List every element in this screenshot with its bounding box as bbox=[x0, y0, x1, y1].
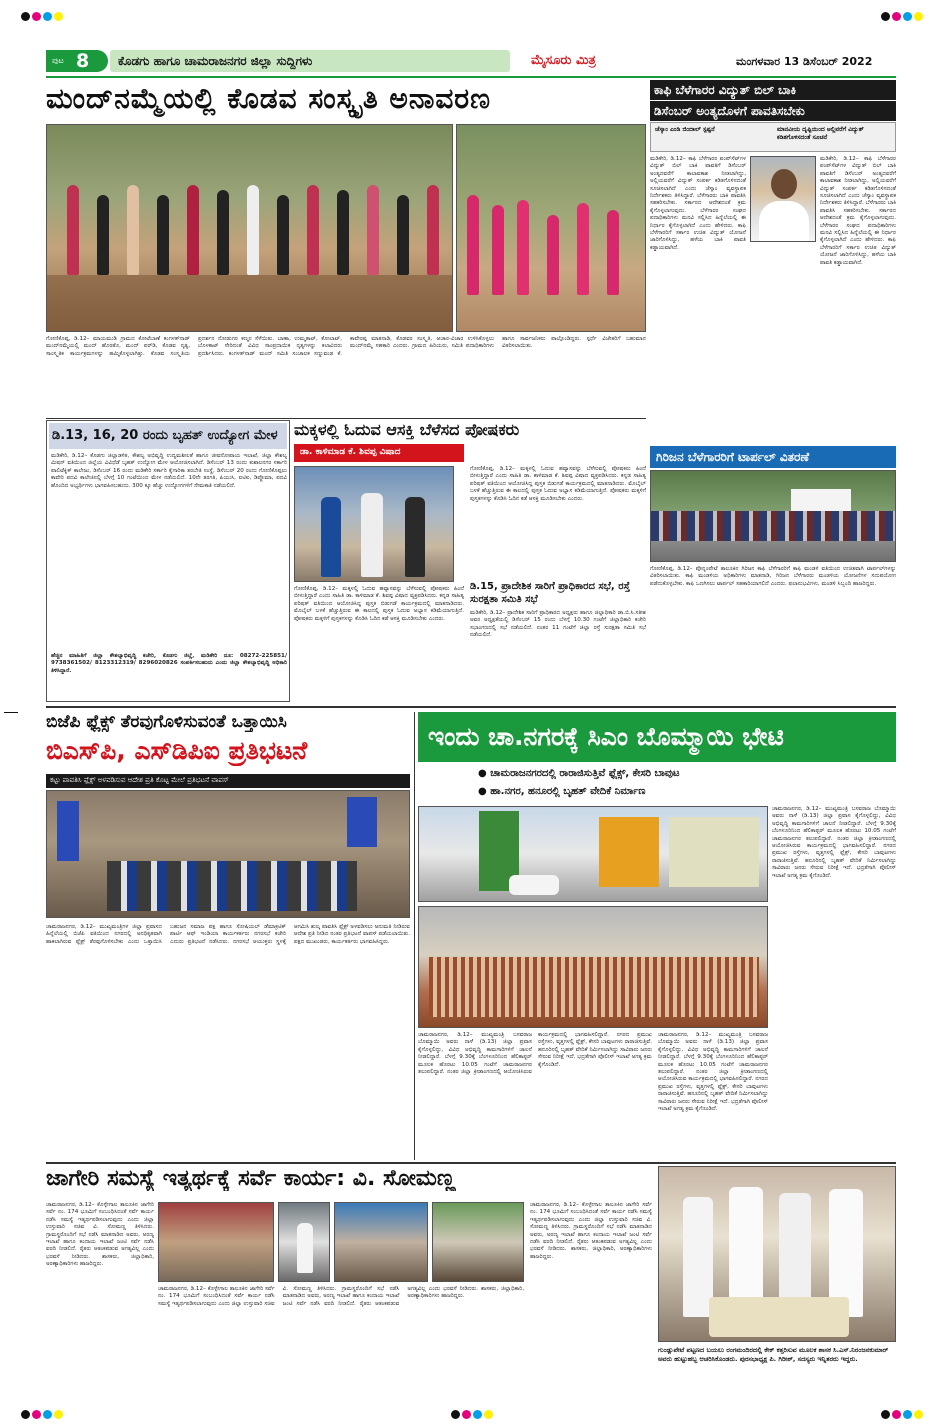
bullet-1-text: ಚಾಮರಾಜನಗರದಲ್ಲಿ ರಾರಾಜಿಸುತ್ತಿವೆ ಫ್ಲೆಕ್ಸ್, ಕೇಸರಿ ಬಾವುಟ bbox=[490, 768, 680, 779]
bullet-2-text: ಹಾ.ನಗರ, ಹನೂರಲ್ಲಿ ಬೃಹತ್ ವೇದಿಕೆ ನಿರ್ಮಾಣ bbox=[490, 786, 646, 797]
story8-bullets bbox=[418, 766, 896, 802]
divider-v1 bbox=[414, 712, 415, 1160]
story4-headline: ಮಕ್ಕಳಲ್ಲಿ ಓದುವ ಆಸಕ್ತಿ ಬೆಳೆಸದ ಪೋಷಕರು bbox=[294, 420, 520, 439]
story-cm-visit bbox=[418, 712, 896, 1160]
story9-headline: ಜಾಗೇರಿ ಸಮಸ್ಯೆ ಇತ್ಯರ್ಥಕ್ಕೆ ಸರ್ವೆ ಕಾರ್ಯ: ವಿ. ಸೋಮಣ್ಣ bbox=[46, 1166, 456, 1191]
divider-2 bbox=[46, 706, 896, 708]
story-flex-protest bbox=[46, 712, 410, 1160]
section-title: ಕೊಡಗು ಹಾಗೂ ಚಾಮರಾಜನಗರ ಜಿಲ್ಲಾ ಸುದ್ದಿಗಳು bbox=[118, 54, 313, 68]
story-mandnamme bbox=[46, 80, 646, 416]
story4-kicker: ಡಾ. ಕಾಳಿಮಾಡ ಕೆ. ಶಿವಪ್ಪ ವಿಷಾದ bbox=[300, 447, 401, 457]
story8-body-right: ಚಾಮರಾಜನಗರ, ಡಿ.12– ಮುಖ್ಯಮಂತ್ರಿ ಬಸವರಾಜ ಬೊಮ್ಮಾಯಿ ಅವರು ನಾಳೆ (ಡಿ.13) ಜಿಲ್ಲಾ ಪ್ರವಾಸ ಕೈಗೊಳ್ಳಲಿದ್ದು, ವಿವಿಧ ಅಭಿವೃದ್ಧಿ ಕಾಮಗಾರಿಗಳಿಗೆ ಚಾಲನೆ ನೀಡಲಿದ್ದಾರೆ. ಬೆಳಗ್ಗೆ 9.30ಕ್ಕೆ ಬೆಂಗಳೂರಿನಿಂದ ಹೆಲಿಕಾಪ್ಟರ್ ಮೂಲಕ ಹೊರಟು 10.05 ಗಂಟೆಗೆ ಚಾಮರಾಜನಗರ ತಲುಪಲಿದ್ದಾರೆ. ನಂತರ ಜಿಲ್ಲಾ ಕ್ರೀಡಾಂಗಣದಲ್ಲಿ ಆಯೋಜಿಸಿರುವ ಕಾರ್ಯಕ್ರಮದಲ್ಲಿ ಭಾಗವಹಿಸಲಿದ್ದಾರೆ. ನಗರದ ಪ್ರಮುಖ ರಸ್ತೆಗಳು, ವೃತ್ತಗಳಲ್ಲಿ ಫ್ಲೆಕ್ಸ್, ಕೇಸರಿ ಬಾವುಟಗಳು ರಾರಾಜಿಸುತ್ತಿವೆ. ಹನೂರಿನಲ್ಲಿ ಬೃಹತ್ ವೇದಿಕೆ ನಿರ್ಮಿಸಲಾಗಿದ್ದು ಸಾವಿರಾರು ಜನರು ಸೇರುವ ನಿರೀಕ್ಷೆ ಇದೆ. ಭದ್ರತೆಗಾಗಿ ಪೊಲೀಸ್ ಇಲಾಖೆ ಅಗತ್ಯ ಕ್ರಮ ಕೈಗೊಂಡಿದೆ. bbox=[772, 806, 896, 879]
story4-body: ಗೋಣಿಕೊಪ್ಪ, ಡಿ.12– ಮಕ್ಕಳಲ್ಲಿ ಓದುವ ಹವ್ಯಾಸವನ್ನು ಬೆಳೆಸುವಲ್ಲಿ ಪೋಷಕರು ಹಿಂದೆ ಬೀಳುತ್ತಿದ್ದಾರೆ ಎಂದು ಸಾಹಿತಿ ಡಾ. ಕಾಳಿಮಾಡ ಕೆ. ಶಿವಪ್ಪ ವಿಷಾದ ವ್ಯಕ್ತಪಡಿಸಿದರು. ಕನ್ನಡ ಸಾಹಿತ್ಯ ಪರಿಷತ್ ವತಿಯಿಂದ ಆಯೋಜಿಸಿದ್ದ ಪುಸ್ತಕ ಬಿಡುಗಡೆ ಕಾರ್ಯಕ್ರಮದಲ್ಲಿ ಮಾತನಾಡಿದರು. ಮೊಬೈಲ್ ಬಳಕೆ ಹೆಚ್ಚುತ್ತಿರುವ ಈ ಕಾಲದಲ್ಲಿ ಪುಸ್ತಕ ಓದುವ ಅಭ್ಯಾಸ ಕಡಿಮೆಯಾಗುತ್ತಿದೆ. ಪೋಷಕರು ಮಕ್ಕಳಿಗೆ ಪುಸ್ತಕಗಳನ್ನು ಕೊಡಿಸಿ ಓದಿನ ಕಡೆ ಆಸಕ್ತಿ ಮೂಡಿಸಬೇಕು ಎಂದರು. bbox=[294, 586, 464, 622]
story-reading bbox=[294, 420, 646, 702]
mandnamme-group-photo bbox=[46, 124, 453, 332]
meeting-photo-4 bbox=[432, 1202, 524, 1282]
cake-cutting-photo bbox=[658, 1166, 896, 1342]
story4-body-cont: ಗೋಣಿಕೊಪ್ಪ, ಡಿ.12– ಮಕ್ಕಳಲ್ಲಿ ಓದುವ ಹವ್ಯಾಸವನ್ನು ಬೆಳೆಸುವಲ್ಲಿ ಪೋಷಕರು ಹಿಂದೆ ಬೀಳುತ್ತಿದ್ದಾರೆ ಎಂದು ಸಾಹಿತಿ ಡಾ. ಕಾಳಿಮಾಡ ಕೆ. ಶಿವಪ್ಪ ವಿಷಾದ ವ್ಯಕ್ತಪಡಿಸಿದರು. ಕನ್ನಡ ಸಾಹಿತ್ಯ ಪರಿಷತ್ ವತಿಯಿಂದ ಆಯೋಜಿಸಿದ್ದ ಪುಸ್ತಕ ಬಿಡುಗಡೆ ಕಾರ್ಯಕ್ರಮದಲ್ಲಿ ಮಾತನಾಡಿದರು. ಮೊಬೈಲ್ ಬಳಕೆ ಹೆಚ್ಚುತ್ತಿರುವ ಈ ಕಾಲದಲ್ಲಿ ಪುಸ್ತಕ ಓದುವ ಅಭ್ಯಾಸ ಕಡಿಮೆಯಾಗುತ್ತಿದೆ. ಪೋಷಕರು ಮಕ್ಕಳಿಗೆ ಪುಸ್ತಕಗಳನ್ನು ಕೊಡಿಸಿ ಓದಿನ ಕಡೆ ಆಸಕ್ತಿ ಮೂಡಿಸಬೇಕು ಎಂದರು. bbox=[470, 466, 646, 502]
story2-kicker-right: ಮಾನವೀಯ ದೃಷ್ಟಿಯಿಂದ ಅಲ್ಲಿವರೆಗೆ ವಿದ್ಯುತ್ ಕಡಿತಗೊಳಿಸದಂತೆ ಸೂಚನೆ bbox=[777, 126, 864, 141]
crop-mark-left bbox=[4, 712, 18, 713]
tarpaulin-group-photo bbox=[650, 470, 896, 562]
story3-headline: ಡಿ.13, 16, 20 ರಂದು ಬೃಹತ್ ಉದ್ಯೋಗ ಮೇಳ bbox=[49, 423, 287, 449]
story9-body-3: ಚಾಮರಾಜನಗರ, ಡಿ.12– ಕೊಳ್ಳೇಗಾಲ ತಾಲೂಕಿನ ಜಾಗೇರಿ ಸರ್ವೆ ನಂ. 174 ಭೂಮಿಗೆ ಸಂಬಂಧಿಸಿದಂತೆ ಸರ್ವೆ ಕಾರ್ಯ ನಡೆಸಿ ಸಮಸ್ಯೆ ಇತ್ಯರ್ಥಪಡಿಸಲಾಗುವುದು ಎಂದು ಜಿಲ್ಲಾ ಉಸ್ತುವಾರಿ ಸಚಿವ ವಿ. ಸೋಮಣ್ಣ ತಿಳಿಸಿದರು. ಗ್ರಾಮಸ್ಥರೊಂದಿಗೆ ಸಭೆ ನಡೆಸಿ ಮಾತನಾಡಿದ ಅವರು, ಅರಣ್ಯ ಇಲಾಖೆ ಹಾಗೂ ಕಂದಾಯ ಇಲಾಖೆ ಜಂಟಿ ಸರ್ವೆ ನಡೆಸಿ ವರದಿ ನೀಡಲಿದೆ. ರೈತರು ಆತಂಕಪಡುವ ಅಗತ್ಯವಿಲ್ಲ ಎಂದು ಭರವಸೆ ನೀಡಿದರು. ಶಾಸಕರು, ಜಿಲ್ಲಾಧಿಕಾರಿ, ಅರಣ್ಯಾಧಿಕಾರಿಗಳು ಹಾಜರಿದ್ದರು. bbox=[530, 1202, 652, 1260]
story4-kicker-box bbox=[294, 444, 464, 462]
bullet-1: ● ಚಾಮರಾಜನಗರದಲ್ಲಿ ರಾರಾಜಿಸುತ್ತಿವೆ ಫ್ಲೆಕ್ಸ್, ಕೇಸರಿ ಬಾವುಟ bbox=[478, 768, 680, 779]
meeting-photo-2 bbox=[278, 1202, 330, 1282]
story5-body: ಗೋಣಿಕೊಪ್ಪ, ಡಿ.12– ಪೊನ್ನಂಪೇಟೆ ತಾಲೂಕಿನ ಗಿರಿಜನ ಕಾಫಿ ಬೆಳೆಗಾರರಿಗೆ ಕಾಫಿ ಮಂಡಳಿ ವತಿಯಿಂದ ಉಚಿತವಾಗಿ ಟಾರ್ಪಲ್‌ಗಳನ್ನು ವಿತರಿಸಲಾಯಿತು. ಕಾಫಿ ಮಂಡಳಿಯ ಅಧಿಕಾರಿಗಳು ಮಾತನಾಡಿ, ಗಿರಿಜನ ಬೆಳೆಗಾರರು ಮಂಡಳಿಯ ಯೋಜನೆಗಳ ಸದುಪಯೋಗ ಪಡೆದುಕೊಳ್ಳಬೇಕು. ಕಾಫಿ ಒಣಗಿಸಲು ಟಾರ್ಪಲ್ ಸಹಕಾರಿಯಾಗಲಿದೆ ಎಂದರು. ಫಲಾನುಭವಿಗಳು, ಮಂಡಳಿ ಸಿಬ್ಬಂದಿ ಹಾಜರಿದ್ದರು. bbox=[650, 566, 896, 587]
registration-marks-top-right bbox=[880, 6, 924, 25]
story8-body-left: ಚಾಮರಾಜನಗರ, ಡಿ.12– ಮುಖ್ಯಮಂತ್ರಿ ಬಸವರಾಜ ಬೊಮ್ಮಾಯಿ ಅವರು ನಾಳೆ (ಡಿ.13) ಜಿಲ್ಲಾ ಪ್ರವಾಸ ಕೈಗೊಳ್ಳಲಿದ್ದು, ವಿವಿಧ ಅಭಿವೃದ್ಧಿ ಕಾಮಗಾರಿಗಳಿಗೆ ಚಾಲನೆ ನೀಡಲಿದ್ದಾರೆ. ಬೆಳಗ್ಗೆ 9.30ಕ್ಕೆ ಬೆಂಗಳೂರಿನಿಂದ ಹೆಲಿಕಾಪ್ಟರ್ ಮೂಲಕ ಹೊರಟು 10.05 ಗಂಟೆಗೆ ಚಾಮರಾಜನಗರ ತಲುಪಲಿದ್ದಾರೆ. ನಂತರ ಜಿಲ್ಲಾ ಕ್ರೀಡಾಂಗಣದಲ್ಲಿ ಆಯೋಜಿಸಿರುವ ಕಾರ್ಯಕ್ರಮದಲ್ಲಿ ಭಾಗವಹಿಸಲಿದ್ದಾರೆ. ನಗರದ ಪ್ರಮುಖ ರಸ್ತೆಗಳು, ವೃತ್ತಗಳಲ್ಲಿ ಫ್ಲೆಕ್ಸ್, ಕೇಸರಿ ಬಾವುಟಗಳು ರಾರಾಜಿಸುತ್ತಿವೆ. ಹನೂರಿನಲ್ಲಿ ಬೃಹತ್ ವೇದಿಕೆ ನಿರ್ಮಿಸಲಾಗಿದ್ದು ಸಾವಿರಾರು ಜನರು ಸೇರುವ ನಿರೀಕ್ಷೆ ಇದೆ. ಭದ್ರತೆಗಾಗಿ ಪೊಲೀಸ್ ಇಲಾಖೆ ಅಗತ್ಯ ಕ್ರಮ ಕೈಗೊಂಡಿದೆ. bbox=[418, 1032, 652, 1076]
story6-headline: ಡಿ.15, ಪ್ರಾದೇಶಿಕ ಸಾರಿಗೆ ಪ್ರಾಧಿಕಾರದ ಸಭೆ, ರಸ್ತೆ ಸುರಕ್ಷತಾ ಸಮಿತಿ ಸಭೆ bbox=[470, 581, 631, 605]
story1-body: ಗೋಣಿಕೊಪ್ಪ, ಡಿ.12– ಮಾಯಮುಡಿ ಗ್ರಾಮದ ಕೋಟೆಬಾಣೆ ಕಂಗಳತ್‌ನಾಡ್ ಮಂದ್‌ನಮ್ಮೆಯಲ್ಲಿ ಮಂದ್ ಹೊರತೊ, ಮಂದ್ ಪರ್‌ಡಿ, ಕೊಡವ ನೃತ್ಯ, ಸಾಂಸ್ಕೃತಿಕ ಕಾರ್ಯಕ್ರಮಗಳನ್ನು ಹಮ್ಮಿಕೊಳ್ಳಲಾಗಿತ್ತು. ಕೊಡವ ಸಂಸ್ಕೃತಿಯ ಪ್ರದರ್ಶನ ನೋಡುಗರ ಕಣ್ಮನ ಸೆಳೆಯಿತು. ಬಾಣಾ, ಉಮ್ಮತಾಟ್, ಕೋಲಾಟ್, ಬೊಳಕಾಟ್ ಸೇರಿದಂತೆ ವಿವಿಧ ಸಾಂಪ್ರದಾಯಿಕ ನೃತ್ಯಗಳನ್ನು ಕಲಾವಿದರು ಪ್ರದರ್ಶಿಸಿದರು. ಕಂಗಳತ್‌ನಾಡ್ ಮಂದ್ ಸಮಿತಿ ಸಂಚಾಲಕ ಸಣ್ಣುವಂಡ ಕೆ. ಕಾವೇರಪ್ಪ ಮಾತನಾಡಿ, ಕೊಡವರ ಸಂಸ್ಕೃತಿ, ಆಚಾರ-ವಿಚಾರ ಉಳಿಸಿಕೊಳ್ಳಲು ಮಂದ್‌ನಮ್ಮೆ ಸಹಕಾರಿ ಎಂದರು. ಗ್ರಾಮದ ಹಿರಿಯರು, ಸಮಿತಿ ಪದಾಧಿಕಾರಿಗಳು ಹಾಗೂ ಸಾರ್ವಜನಿಕರು ಪಾಲ್ಗೊಂಡಿದ್ದರು. ಸ್ಪರ್ಧೆ ವಿಜೇತರಿಗೆ ಬಹುಮಾನ ವಿತರಿಸಲಾಯಿತು. bbox=[46, 336, 646, 357]
story-job-fair bbox=[46, 420, 290, 702]
issue-date: ಮಂಗಳವಾರ 13 ಡಿಸೆಂಬರ್ 2022 bbox=[736, 55, 873, 68]
story6-body: ಮಡಿಕೇರಿ, ಡಿ.12– ಪ್ರಾದೇಶಿಕ ಸಾರಿಗೆ ಪ್ರಾಧಿಕಾರದ ಅಧ್ಯಕ್ಷರು ಹಾಗೂ ಜಿಲ್ಲಾಧಿಕಾರಿ ಡಾ.ಬಿ.ಸಿ.ಸತೀಶ ಅವರ ಅಧ್ಯಕ್ಷತೆಯಲ್ಲಿ ಡಿಸೆಂಬರ್ 15 ರಂದು ಬೆಳಗ್ಗೆ 10.30 ಗಂಟೆಗೆ ಜಿಲ್ಲಾಧಿಕಾರಿ ಕಚೇರಿ ಸಭಾಂಗಣದಲ್ಲಿ ಸಭೆ ನಡೆಯಲಿದೆ. ನಂತರ 11 ಗಂಟೆಗೆ ಜಿಲ್ಲಾ ರಸ್ತೆ ಸುರಕ್ಷತಾ ಸಮಿತಿ ಸಭೆ ನಡೆಯಲಿದೆ. bbox=[470, 610, 646, 639]
page-number-tab bbox=[46, 50, 108, 72]
story3-contact: ಹೆಚ್ಚಿನ ಮಾಹಿತಿಗೆ ಜಿಲ್ಲಾ ಕೌಶಲ್ಯಾಭಿವೃದ್ಧಿ ಕಚೇರಿ, ಕೊಡಗು ಜಿಲ್ಲೆ, ಮಡಿಕೇರಿ ದೂ: 08272-225851/ 9738361502/ 8123312319/ 8296020826 ಸಂಪರ್ಕಿಸಬಹುದು ಎಂದು ಜಿಲ್ಲಾ ಕೌಶಲ್ಯಾಭಿವೃದ್ಧಿ ಅಧಿಕಾರಿ ತಿಳಿಸಿದ್ದಾರೆ. bbox=[51, 653, 287, 674]
protest-photo bbox=[46, 790, 410, 918]
divider-1 bbox=[46, 418, 646, 419]
story9-body-2: ಚಾಮರಾಜನಗರ, ಡಿ.12– ಕೊಳ್ಳೇಗಾಲ ತಾಲೂಕಿನ ಜಾಗೇರಿ ಸರ್ವೆ ನಂ. 174 ಭೂಮಿಗೆ ಸಂಬಂಧಿಸಿದಂತೆ ಸರ್ವೆ ಕಾರ್ಯ ನಡೆಸಿ ಸಮಸ್ಯೆ ಇತ್ಯರ್ಥಪಡಿಸಲಾಗುವುದು ಎಂದು ಜಿಲ್ಲಾ ಉಸ್ತುವಾರಿ ಸಚಿವ ವಿ. ಸೋಮಣ್ಣ ತಿಳಿಸಿದರು. ಗ್ರಾಮಸ್ಥರೊಂದಿಗೆ ಸಭೆ ನಡೆಸಿ ಮಾತನಾಡಿದ ಅವರು, ಅರಣ್ಯ ಇಲಾಖೆ ಹಾಗೂ ಕಂದಾಯ ಇಲಾಖೆ ಜಂಟಿ ಸರ್ವೆ ನಡೆಸಿ ವರದಿ ನೀಡಲಿದೆ. ರೈತರು ಆತಂಕಪಡುವ ಅಗತ್ಯವಿಲ್ಲ ಎಂದು ಭರವಸೆ ನೀಡಿದರು. ಶಾಸಕರು, ಜಿಲ್ಲಾಧಿಕಾರಿ, ಅರಣ್ಯಾಧಿಕಾರಿಗಳು ಹಾಜರಿದ್ದರು. bbox=[158, 1286, 524, 1307]
story7-body: ಚಾಮರಾಜನಗರ, ಡಿ.12– ಮುಖ್ಯಮಂತ್ರಿಗಳ ಜಿಲ್ಲಾ ಪ್ರವಾಸದ ಹಿನ್ನೆಲೆಯಲ್ಲಿ ಬಿಜೆಪಿ ವತಿಯಿಂದ ನಗರದಲ್ಲಿ ಅನಧಿಕೃತವಾಗಿ ಹಾಕಲಾಗಿರುವ ಫ್ಲೆಕ್ಸ್ ತೆರವುಗೊಳಿಸಬೇಕು ಎಂದು ಒತ್ತಾಯಿಸಿ ಬಹುಜನ ಸಮಾಜ ಪಕ್ಷ ಹಾಗೂ ಸೋಷಿಯಲ್ ಡೆಮಾಕ್ರಟಿಕ್ ಪಾರ್ಟಿ ಆಫ್ ಇಂಡಿಯಾ ಕಾರ್ಯಕರ್ತರು ನಗರಸಭೆ ಕಚೇರಿ ಎದುರು ಪ್ರತಿಭಟನೆ ನಡೆಸಿದರು. ನಗರಸಭೆ ಆಯುಕ್ತರು ಸ್ಥಳಕ್ಕೆ ಆಗಮಿಸಿ ಶುಲ್ಕ ಪಾವತಿಸಿ ಫ್ಲೆಕ್ಸ್ ಅಳವಡಿಸಲು ಅನುಮತಿ ನೀಡಿರುವ ಆದೇಶ ಪ್ರತಿ ನೀಡಿದ ನಂತರ ಪ್ರತಿಭಟನೆ ವಾಪಸ್ ಪಡೆಯಲಾಯಿತು. ಪಕ್ಷದ ಮುಖಂಡರು, ಕಾರ್ಯಕರ್ತರು ಭಾಗವಹಿಸಿದ್ದರು. bbox=[46, 924, 410, 945]
story2-headline-line1: ಕಾಫಿ ಬೆಳೆಗಾರರ ವಿದ್ಯುತ್ ಬಿಲ್ ಬಾಕಿ bbox=[650, 80, 896, 100]
birthday-caption: ಗುಂಡ್ಲುಪೇಟೆ ಪಟ್ಟಣದ ಬಯಲು ರಂಗಮಂದಿರದಲ್ಲಿ ಕೇಕ್ ಕತ್ತರಿಸುವ ಮೂಲಕ ಶಾಸಕ ಸಿ.ಎಸ್.ನಿರಂಜನಕುಮಾರ್ ಅವರು ಹುಟ್ಟುಹಬ್ಬ ಆಚರಿಸಿಕೊಂಡರು. ಪುರಸಭಾಧ್ಯಕ್ಷ ಪಿ. ಗಿರೀಶ್, ಸದಸ್ಯರು ಇನ್ನಿತರರು ಇದ್ದರು. bbox=[658, 1346, 889, 1363]
story9-body-1: ಚಾಮರಾಜನಗರ, ಡಿ.12– ಕೊಳ್ಳೇಗಾಲ ತಾಲೂಕಿನ ಜಾಗೇರಿ ಸರ್ವೆ ನಂ. 174 ಭೂಮಿಗೆ ಸಂಬಂಧಿಸಿದಂತೆ ಸರ್ವೆ ಕಾರ್ಯ ನಡೆಸಿ ಸಮಸ್ಯೆ ಇತ್ಯರ್ಥಪಡಿಸಲಾಗುವುದು ಎಂದು ಜಿಲ್ಲಾ ಉಸ್ತುವಾರಿ ಸಚಿವ ವಿ. ಸೋಮಣ್ಣ ತಿಳಿಸಿದರು. ಗ್ರಾಮಸ್ಥರೊಂದಿಗೆ ಸಭೆ ನಡೆಸಿ ಮಾತನಾಡಿದ ಅವರು, ಅರಣ್ಯ ಇಲಾಖೆ ಹಾಗೂ ಕಂದಾಯ ಇಲಾಖೆ ಜಂಟಿ ಸರ್ವೆ ನಡೆಸಿ ವರದಿ ನೀಡಲಿದೆ. ರೈತರು ಆತಂಕಪಡುವ ಅಗತ್ಯವಿಲ್ಲ ಎಂದು ಭರವಸೆ ನೀಡಿದರು. ಶಾಸಕರು, ಜಿಲ್ಲಾಧಿಕಾರಿ, ಅರಣ್ಯಾಧಿಕಾರಿಗಳು ಹಾಜರಿದ್ದರು. bbox=[46, 1202, 154, 1268]
page-label: ಪುಟ bbox=[52, 56, 64, 65]
story3-body: ಮಡಿಕೇರಿ, ಡಿ.12– ಕೊಡಗು ಜಿಲ್ಲಾಡಳಿತ, ಕೌಶಲ್ಯ ಅಭಿವೃದ್ಧಿ ಉದ್ಯಮಶೀಲತೆ ಹಾಗೂ ಜೀವನೋಪಾಯ ಇಲಾಖೆ, ಜಿಲ್ಲಾ ಕೌಶಲ್ಯ ಮಿಷನ್ ವತಿಯಿಂದ ಜಿಲ್ಲೆಯ ವಿವಿಧೆಡೆ ಬೃಹತ್ ಉದ್ಯೋಗ ಮೇಳ ಆಯೋಜಿಸಲಾಗಿದೆ. ಡಿಸೆಂಬರ್ 13 ರಂದು ಕುಶಾಲನಗರ ಸರ್ಕಾರಿ ಪಾಲಿಟೆಕ್ನಿಕ್ ಕಾಲೇಜು, ಡಿಸೆಂಬರ್ 16 ರಂದು ಮಡಿಕೇರಿ ಸರ್ಕಾರಿ ಕೈಗಾರಿಕಾ ತರಬೇತಿ ಸಂಸ್ಥೆ, ಡಿಸೆಂಬರ್ 20 ರಂದು ಗೋಣಿಕೊಪ್ಪಲು ಕಾವೇರಿ ಪದವಿ ಕಾಲೇಜಿನಲ್ಲಿ ಬೆಳಗ್ಗೆ 10 ಗಂಟೆಯಿಂದ ಮೇಳ ನಡೆಯಲಿದೆ. 10ನೇ ತರಗತಿ, ಪಿಯುಸಿ, ಐಟಿಐ, ಡಿಪ್ಲೊಮಾ, ಪದವಿ ಹೊಂದಿದ ಅಭ್ಯರ್ಥಿಗಳು ಭಾಗವಹಿಸಬಹುದು. 300 ಕ್ಕೂ ಹೆಚ್ಚು ಉದ್ಯೋಗಗಳಿಗೆ ನೇಮಕಾತಿ ನಡೆಯಲಿದೆ. bbox=[51, 453, 287, 489]
registration-marks-right bbox=[880, 1404, 924, 1423]
story1-headline: ಮಂದ್‌ನಮ್ಮೆಯಲ್ಲಿ ಕೊಡವ ಸಂಸ್ಕೃತಿ ಅನಾವರಣ bbox=[46, 82, 491, 115]
page-header bbox=[46, 50, 896, 72]
story7-kicker: ಕಟ್ಟು ಪಾವತಿಸಿ ಫ್ಲೆಕ್ಸ್ ಅಳವಡಿಸುವ ಆದೇಶ ಪ್ರತಿ ಕೊಟ್ಟ ಮೇಲೆ ಪ್ರತಿಭಟನೆ ವಾಪಸ್ bbox=[50, 776, 229, 784]
story-jageri-survey bbox=[46, 1166, 652, 1386]
story5-headline: ಗಿರಿಜನ ಬೆಳೆಗಾರರಿಗೆ ಟಾರ್ಪಲ್ ವಿತರಣೆ bbox=[650, 446, 896, 468]
meeting-photo-3 bbox=[334, 1202, 428, 1282]
masthead: ಮೈಸೂರು ಮಿತ್ರ bbox=[531, 53, 596, 68]
divider-3 bbox=[46, 1162, 896, 1164]
story-coffee-electricity bbox=[650, 80, 896, 446]
chescom-md-photo bbox=[750, 156, 816, 242]
kodava-dance-photo bbox=[456, 124, 646, 332]
story7-kicker-bar bbox=[46, 774, 410, 788]
story7-headline-line2: ಬಿಎಸ್‌ಪಿ, ಎಸ್‌ಡಿಪಿಐ ಪ್ರತಿಭಟನೆ bbox=[46, 736, 308, 765]
page-number: 8 bbox=[76, 50, 90, 72]
story7-headline-line1: ಬಿಜೆಪಿ ಫ್ಲೆಕ್ಸ್ ತೆರವುಗೊಳಿಸುವಂತೆ ಒತ್ತಾಯಿಸಿ bbox=[46, 712, 287, 732]
story-transport-meeting bbox=[470, 580, 646, 702]
story2-body-cont: ಮಡಿಕೇರಿ, ಡಿ.12– ಕಾಫಿ ಬೆಳೆಗಾರರ ಪಂಪ್‌ಸೆಟ್‌ಗಳ ವಿದ್ಯುತ್ ಬಿಲ್ ಬಾಕಿ ಪಾವತಿಗೆ ಡಿಸೆಂಬರ್ ಅಂತ್ಯದವರೆಗೆ ಕಾಲಾವಕಾಶ ನೀಡಲಾಗಿದ್ದು, ಅಲ್ಲಿಯವರೆಗೆ ವಿದ್ಯುತ್ ಸಂಪರ್ಕ ಕಡಿತಗೊಳಿಸದಂತೆ ಸೂಚಿಸಲಾಗಿದೆ ಎಂದು ಚೆಸ್ಕಾಂ ವ್ಯವಸ್ಥಾಪಕ ನಿರ್ದೇಶಕರು ತಿಳಿಸಿದ್ದಾರೆ. ಬೆಳೆಗಾರರು ಬಾಕಿ ಪಾವತಿಸಿ ಸಹಕರಿಸಬೇಕು. ಸರ್ಕಾರದ ಆದೇಶದಂತೆ ಕ್ರಮ ಕೈಗೊಳ್ಳಲಾಗುವುದು. ಬೆಳೆಗಾರರ ಸಂಘದ ಪದಾಧಿಕಾರಿಗಳು ಮನವಿ ಸಲ್ಲಿಸಿದ ಹಿನ್ನೆಲೆಯಲ್ಲಿ ಈ ನಿರ್ಧಾರ ಕೈಗೊಳ್ಳಲಾಗಿದೆ ಎಂದು ಹೇಳಿದರು. ಕಾಫಿ ಬೆಳೆಗಾರರಿಗೆ ಸರ್ಕಾರ ಉಚಿತ ವಿದ್ಯುತ್ ಯೋಜನೆ ಜಾರಿಗೊಳಿಸಿದ್ದು, ಹಳೆಯ ಬಾಕಿ ಪಾವತಿ ಕಡ್ಡಾಯವಾಗಿದೆ. bbox=[820, 156, 896, 266]
section-title-bar bbox=[110, 50, 510, 72]
story2-kicker-left: ಚೆಸ್ಕಾಂ ಎಂಡಿ ಜಿಂದಾಲ್ ಸ್ಪಷ್ಟನೆ bbox=[655, 126, 715, 133]
registration-marks-left bbox=[20, 1404, 64, 1423]
story-tarpaulin bbox=[650, 446, 896, 702]
story2-body: ಮಡಿಕೇರಿ, ಡಿ.12– ಕಾಫಿ ಬೆಳೆಗಾರರ ಪಂಪ್‌ಸೆಟ್‌ಗಳ ವಿದ್ಯುತ್ ಬಿಲ್ ಬಾಕಿ ಪಾವತಿಗೆ ಡಿಸೆಂಬರ್ ಅಂತ್ಯದವರೆಗೆ ಕಾಲಾವಕಾಶ ನೀಡಲಾಗಿದ್ದು, ಅಲ್ಲಿಯವರೆಗೆ ವಿದ್ಯುತ್ ಸಂಪರ್ಕ ಕಡಿತಗೊಳಿಸದಂತೆ ಸೂಚಿಸಲಾಗಿದೆ ಎಂದು ಚೆಸ್ಕಾಂ ವ್ಯವಸ್ಥಾಪಕ ನಿರ್ದೇಶಕರು ತಿಳಿಸಿದ್ದಾರೆ. ಬೆಳೆಗಾರರು ಬಾಕಿ ಪಾವತಿಸಿ ಸಹಕರಿಸಬೇಕು. ಸರ್ಕಾರದ ಆದೇಶದಂತೆ ಕ್ರಮ ಕೈಗೊಳ್ಳಲಾಗುವುದು. ಬೆಳೆಗಾರರ ಸಂಘದ ಪದಾಧಿಕಾರಿಗಳು ಮನವಿ ಸಲ್ಲಿಸಿದ ಹಿನ್ನೆಲೆಯಲ್ಲಿ ಈ ನಿರ್ಧಾರ ಕೈಗೊಳ್ಳಲಾಗಿದೆ ಎಂದು ಹೇಳಿದರು. ಕಾಫಿ ಬೆಳೆಗಾರರಿಗೆ ಸರ್ಕಾರ ಉಚಿತ ವಿದ್ಯುತ್ ಯೋಜನೆ ಜಾರಿಗೊಳಿಸಿದ್ದು, ಹಳೆಯ ಬಾಕಿ ಪಾವತಿ ಕಡ್ಡಾಯವಾಗಿದೆ. bbox=[650, 156, 746, 251]
registration-marks-center bbox=[450, 1404, 494, 1423]
story2-headline-line2: ಡಿಸೆಂಬರ್ ಅಂತ್ಯದೊಳಗೆ ಪಾವತಿಸಬೇಕು bbox=[650, 101, 896, 121]
story8-headline-bar bbox=[418, 712, 896, 762]
registration-marks-top-left bbox=[20, 6, 64, 25]
bullet-2: ● ಹಾ.ನಗರ, ಹನೂರಲ್ಲಿ ಬೃಹತ್ ವೇದಿಕೆ ನಿರ್ಮಾಣ bbox=[478, 786, 646, 797]
meeting-photo-1 bbox=[158, 1202, 274, 1282]
book-release-photo bbox=[294, 466, 454, 582]
story-birthday bbox=[658, 1166, 896, 1386]
story8-headline: ಇಂದು ಚಾ.ನಗರಕ್ಕೆ ಸಿಎಂ ಬೊಮ್ಮಾಯಿ ಭೇಟಿ bbox=[428, 722, 784, 751]
stage-photo bbox=[418, 906, 768, 1028]
story2-kicker-box bbox=[650, 122, 896, 152]
header-rule bbox=[46, 76, 896, 78]
flex-banners-photo bbox=[418, 806, 768, 902]
story8-body-mid: ಚಾಮರಾಜನಗರ, ಡಿ.12– ಮುಖ್ಯಮಂತ್ರಿ ಬಸವರಾಜ ಬೊಮ್ಮಾಯಿ ಅವರು ನಾಳೆ (ಡಿ.13) ಜಿಲ್ಲಾ ಪ್ರವಾಸ ಕೈಗೊಳ್ಳಲಿದ್ದು, ವಿವಿಧ ಅಭಿವೃದ್ಧಿ ಕಾಮಗಾರಿಗಳಿಗೆ ಚಾಲನೆ ನೀಡಲಿದ್ದಾರೆ. ಬೆಳಗ್ಗೆ 9.30ಕ್ಕೆ ಬೆಂಗಳೂರಿನಿಂದ ಹೆಲಿಕಾಪ್ಟರ್ ಮೂಲಕ ಹೊರಟು 10.05 ಗಂಟೆಗೆ ಚಾಮರಾಜನಗರ ತಲುಪಲಿದ್ದಾರೆ. ನಂತರ ಜಿಲ್ಲಾ ಕ್ರೀಡಾಂಗಣದಲ್ಲಿ ಆಯೋಜಿಸಿರುವ ಕಾರ್ಯಕ್ರಮದಲ್ಲಿ ಭಾಗವಹಿಸಲಿದ್ದಾರೆ. ನಗರದ ಪ್ರಮುಖ ರಸ್ತೆಗಳು, ವೃತ್ತಗಳಲ್ಲಿ ಫ್ಲೆಕ್ಸ್, ಕೇಸರಿ ಬಾವುಟಗಳು ರಾರಾಜಿಸುತ್ತಿವೆ. ಹನೂರಿನಲ್ಲಿ ಬೃಹತ್ ವೇದಿಕೆ ನಿರ್ಮಿಸಲಾಗಿದ್ದು ಸಾವಿರಾರು ಜನರು ಸೇರುವ ನಿರೀಕ್ಷೆ ಇದೆ. ಭದ್ರತೆಗಾಗಿ ಪೊಲೀಸ್ ಇಲಾಖೆ ಅಗತ್ಯ ಕ್ರಮ ಕೈಗೊಂಡಿದೆ. bbox=[658, 1032, 768, 1113]
